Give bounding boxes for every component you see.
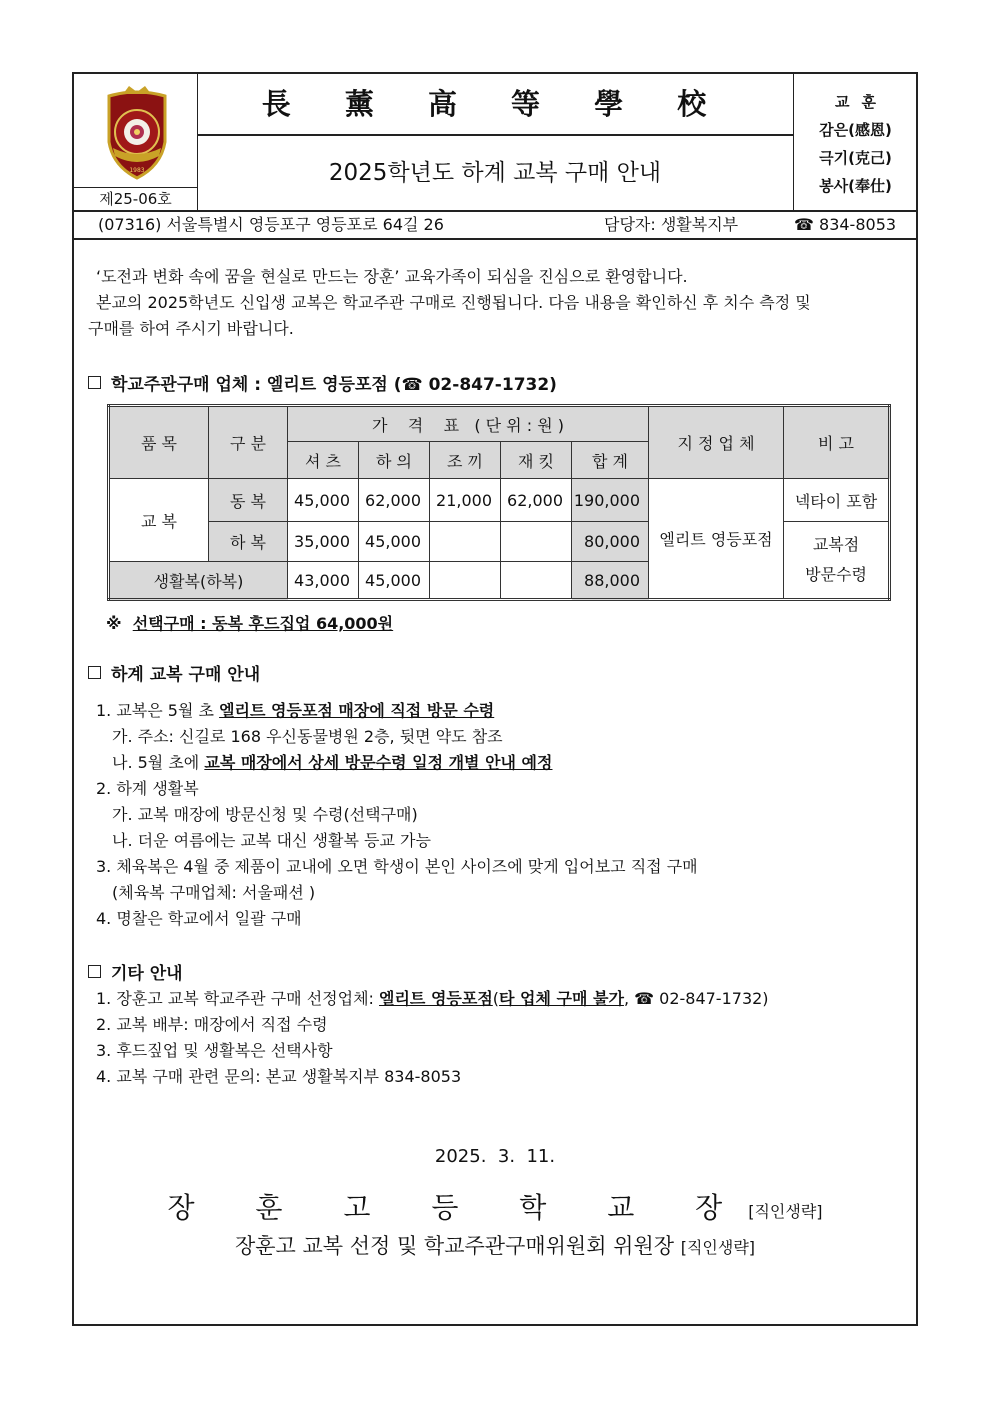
item-text: ( <box>492 989 500 1008</box>
principal-title: 장 훈 고 등 학 교 장 <box>167 1191 749 1224</box>
price-cell: 43,000 <box>288 562 359 600</box>
committee-signature <box>74 1230 916 1260</box>
price-cell <box>501 522 572 562</box>
price-table <box>107 404 891 601</box>
note-line: 교복점 <box>812 535 860 554</box>
phone-icon: ☎ <box>794 215 820 234</box>
header-total: 합 계 <box>572 442 649 479</box>
header-type: 구 분 <box>209 406 288 479</box>
intro-line: ‘도전과 변화 속에 꿈을 현실로 만드는 장훈’ 교육가족이 되심을 진심으로 환영합니다. <box>96 267 688 286</box>
document-header <box>74 74 916 234</box>
price-cell: 35,000 <box>288 522 359 562</box>
school-motto <box>793 74 917 210</box>
price-cell: 45,000 <box>359 562 430 600</box>
checkbox-square-icon <box>88 666 101 679</box>
section-title: 하계 교복 구매 안내 <box>111 665 261 685</box>
list-item: 4. 교복 구매 관련 문의: 본교 생활복지부 834-8053 <box>96 1067 462 1086</box>
contact-person: 담당자: 생활복지부 <box>604 215 739 234</box>
phone-value: 834-8053 <box>819 215 897 234</box>
note-line: 방문수령 <box>805 565 867 584</box>
principal-signature <box>74 1186 916 1226</box>
document-number: 제25-06호 <box>74 187 197 211</box>
optional-purchase-note <box>106 611 393 634</box>
header-vest: 조 끼 <box>430 442 501 479</box>
checkbox-square-icon <box>88 965 101 978</box>
item-emphasis: 엘리트 영등포점 매장에 직접 방문 수령 <box>219 701 495 720</box>
logo-cell <box>74 74 198 210</box>
section-vendor-heading <box>88 370 557 395</box>
item-text: 1. 교복은 5월 초 <box>96 701 220 720</box>
issue-date: 2025. 3. 11. <box>434 1146 556 1167</box>
phone-icon: ☎ <box>634 989 655 1008</box>
uniform-label: 교 복 <box>109 479 209 562</box>
list-item: 나. 더운 여름에는 교복 대신 생활복 등교 가능 <box>112 831 431 850</box>
school-name: 長 薰 高 等 學 校 <box>197 74 793 136</box>
winter-label: 동 복 <box>209 479 288 522</box>
price-cell: 45,000 <box>359 522 430 562</box>
intro-text <box>88 264 906 342</box>
list-item: 3. 후드짚업 및 생활복은 선택사항 <box>96 1041 333 1060</box>
list-item: 3. 체육복은 4월 중 제품이 교내에 오면 학생이 본인 사이즈에 맞게 입어보고 직접 구매 <box>96 857 698 876</box>
list-item: 2. 교복 배부: 매장에서 직접 수령 <box>96 1015 328 1034</box>
intro-line: 본교의 2025학년도 신입생 교복은 학교주관 구매로 진행됩니다. 다음 내용을 확인하신 후 치수 측정 및 <box>96 293 811 312</box>
item-emphasis: 교복 매장에서 상세 방문수령 일정 개별 안내 예정 <box>204 753 553 772</box>
school-emblem-icon <box>99 86 175 182</box>
section-title: 학교주관구매 업체 : 엘리트 영등포점 ( <box>111 375 402 395</box>
item-text: 나. 5월 초에 <box>112 753 205 772</box>
motto-heading: 교훈 <box>835 93 888 111</box>
casual-label: 생활복(하복) <box>109 562 288 600</box>
seal-omitted: [직인생략] <box>680 1238 756 1257</box>
committee-title: 장훈고 교복 선정 및 학교주관구매위원회 위원장 <box>234 1234 675 1258</box>
phone-icon: ☎ <box>401 375 423 395</box>
note-mark: ※ <box>106 614 122 633</box>
motto-item: 봉사(奉仕) <box>819 177 892 195</box>
address-bar <box>74 210 916 240</box>
vendor-phone: 02-847-1732) <box>422 375 557 395</box>
section-summer-heading <box>88 660 260 685</box>
checkbox-square-icon <box>88 376 101 389</box>
section-other-heading <box>88 959 183 984</box>
list-item <box>96 698 698 724</box>
price-cell: 45,000 <box>288 479 359 522</box>
emblem-year: 1983 <box>129 167 145 174</box>
list-item <box>96 986 769 1012</box>
summer-label: 하 복 <box>209 522 288 562</box>
section-title: 기타 안내 <box>111 964 183 984</box>
header-item: 품 목 <box>109 406 209 479</box>
price-cell: 62,000 <box>359 479 430 522</box>
list-item: (체육복 구매업체: 서울패션 ) <box>112 883 316 902</box>
item-emphasis: 엘리트 영등포점 <box>379 989 493 1008</box>
list-item: 가. 교복 매장에 방문신청 및 수령(선택구매) <box>112 805 418 824</box>
item-text: 1. 장훈고 교복 학교주관 구매 선정업체: <box>96 989 380 1008</box>
seal-omitted: [직인생략] <box>748 1202 823 1221</box>
total-cell: 80,000 <box>572 522 649 562</box>
summer-purchase-list <box>96 698 698 932</box>
total-cell: 190,000 <box>572 479 649 522</box>
school-address: (07316) 서울특별시 영등포구 영등포로 64길 26 <box>98 215 444 234</box>
price-cell <box>430 562 501 600</box>
motto-item: 극기(克己) <box>819 149 892 167</box>
header-price: 가 격 표 ( 단 위 : 원 ) <box>288 406 649 442</box>
list-item <box>96 750 698 776</box>
list-item: 4. 명찰은 학교에서 일괄 구매 <box>96 909 302 928</box>
list-item: 가. 주소: 신길로 168 우신동물병원 2층, 뒷면 약도 참조 <box>112 727 503 746</box>
header-vendor: 지 정 업 체 <box>649 406 784 479</box>
header-jacket: 재 킷 <box>501 442 572 479</box>
price-cell <box>501 562 572 600</box>
other-info-list <box>96 986 769 1090</box>
phone-number <box>794 212 896 238</box>
item-emphasis: 타 업체 구매 불가 <box>499 989 624 1008</box>
header-note: 비 고 <box>784 406 890 479</box>
document-title: 2025학년도 하계 교복 구매 안내 <box>328 160 662 186</box>
price-cell: 62,000 <box>501 479 572 522</box>
price-cell: 21,000 <box>430 479 501 522</box>
header-shirt: 셔 츠 <box>288 442 359 479</box>
intro-line: 구매를 하여 주시기 바랍니다. <box>88 319 294 338</box>
document-frame <box>72 72 918 1326</box>
price-cell <box>430 522 501 562</box>
item-text: , <box>623 989 635 1008</box>
item-text: 02-847-1732) <box>654 989 769 1008</box>
motto-item: 감은(感恩) <box>819 121 892 139</box>
total-cell: 88,000 <box>572 562 649 600</box>
note-cell: 넥타이 포함 <box>784 479 890 522</box>
note-text: 선택구매 : 동복 후드집업 64,000원 <box>132 614 394 633</box>
vendor-cell: 엘리트 영등포점 <box>649 479 784 600</box>
note-cell <box>784 522 890 600</box>
list-item: 2. 하계 생활복 <box>96 779 199 798</box>
header-pants: 하 의 <box>359 442 430 479</box>
